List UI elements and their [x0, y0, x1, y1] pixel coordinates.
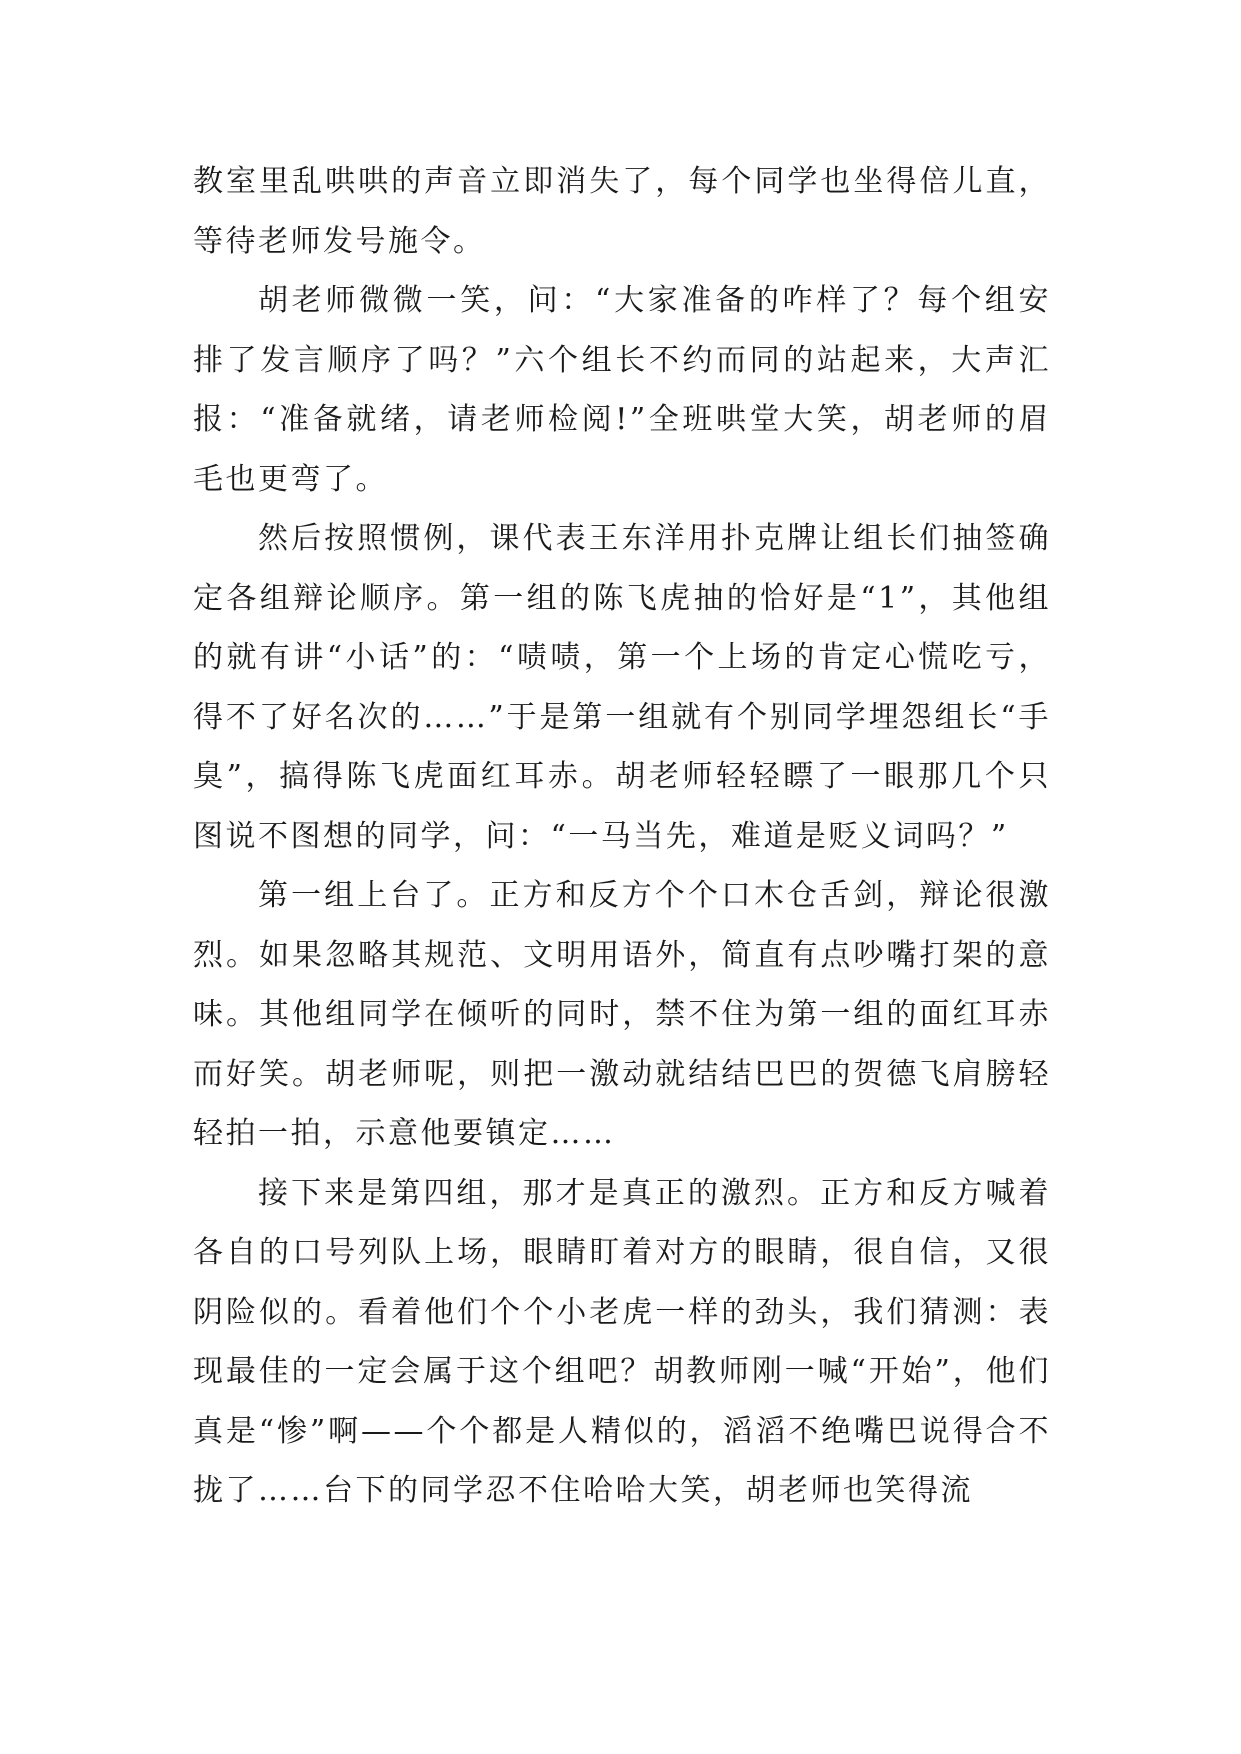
- paragraph: 胡老师微微一笑，问：“大家准备的咋样了？每个组安排了发言顺序了吗？”六个组长不约而同的站起来，大声汇报：“准备就绪，请老师检阅!”全班哄堂大笑，胡老师的眉毛也更弯了。: [193, 283, 1051, 497]
- paragraph-continuation: 教室里乱哄哄的声音立即消失了，每个同学也坐得倍儿直，等待老师发号施令。: [193, 164, 1051, 259]
- body-text: [193, 152, 1051, 1521]
- paragraph: 然后按照惯例，课代表王东洋用扑克牌让组长们抽签确定各组辩论顺序。第一组的陈飞虎抽的恰好是“1”，其他组的就有讲“小话”的：“啧啧，第一个上场的肯定心慌吃亏，得不了好名次的……”于是第一组就有个别同学埋怨组长“手臭”，搞得陈飞虎面红耳赤。胡老师轻轻瞟了一眼那几个只图说不图想的同学，问：“一马当先，难道是贬义词吗？”: [193, 521, 1051, 854]
- paragraph: 接下来是第四组，那才是真正的激烈。正方和反方喊着各自的口号列队上场，眼睛盯着对方的眼睛，很自信，又很阴险似的。看着他们个个小老虎一样的劲头，我们猜测：表现最佳的一定会属于这个组吧？胡教师刚一喊“开始”，他们真是“惨”啊——个个都是人精似的，滔滔不绝嘴巴说得合不拢了……台下的同学忍不住哈哈大笑，胡老师也笑得流: [193, 1175, 1051, 1508]
- paragraph: 第一组上台了。正方和反方个个口木仓舌剑，辩论很激烈。如果忽略其规范、文明用语外，简直有点吵嘴打架的意味。其他组同学在倾听的同时，禁不住为第一组的面红耳赤而好笑。胡老师呢，则把一激动就结结巴巴的贺德飞肩膀轻轻拍一拍，示意他要镇定……: [193, 878, 1051, 1151]
